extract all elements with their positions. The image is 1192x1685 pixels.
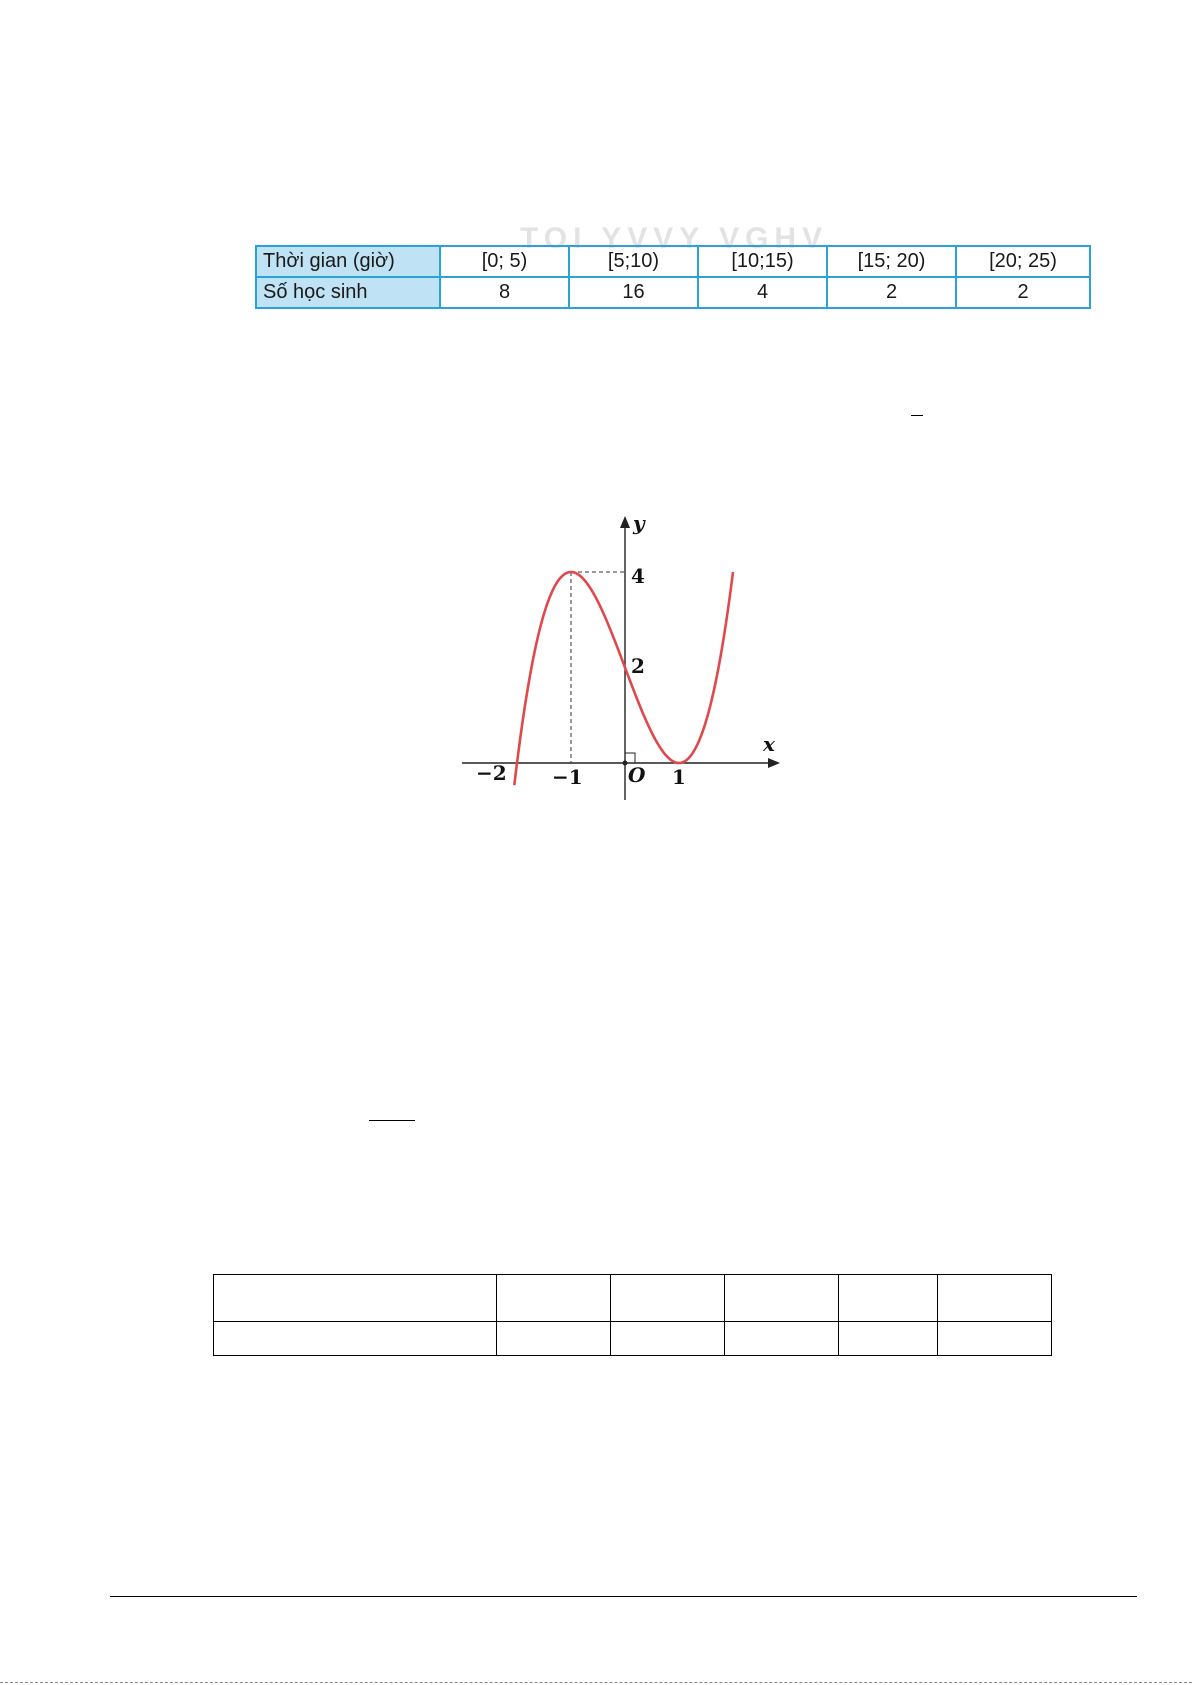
table-cell — [839, 1275, 938, 1322]
x-tick-label-neg2: −2 — [476, 761, 507, 785]
table-cell-interval: [0; 5) — [440, 246, 569, 277]
y-axis-label: y — [633, 511, 645, 535]
table-cell — [214, 1322, 497, 1356]
x-axis-arrow-icon — [768, 758, 780, 768]
table-cell — [497, 1275, 611, 1322]
table-cell-interval: [15; 20) — [827, 246, 956, 277]
fraction-bar-mark — [369, 1120, 415, 1121]
function-curve — [514, 572, 733, 785]
table-cell — [214, 1275, 497, 1322]
page-cut-line — [0, 1682, 1192, 1683]
frequency-table — [255, 245, 1091, 309]
table-cell — [938, 1275, 1052, 1322]
table-cell — [497, 1322, 611, 1356]
origin-label: O — [628, 763, 646, 787]
table-row — [214, 1322, 1052, 1356]
table-cell-interval: [5;10) — [569, 246, 698, 277]
y-axis-arrow-icon — [620, 516, 630, 528]
cubic-function-graph — [440, 510, 790, 810]
footer-divider — [110, 1596, 1137, 1597]
table-cell — [725, 1322, 839, 1356]
table-cell-interval: [20; 25) — [956, 246, 1090, 277]
table-cell-count: 2 — [956, 277, 1090, 308]
y-tick-label-4: 4 — [631, 564, 645, 588]
x-tick-label-neg1: −1 — [552, 765, 583, 789]
x-axis-label: x — [763, 732, 775, 756]
table-cell-count: 16 — [569, 277, 698, 308]
table-cell — [611, 1275, 725, 1322]
table-header-time: Thời gian (giờ) — [256, 246, 440, 277]
table-cell — [938, 1322, 1052, 1356]
table-header-students: Số học sinh — [256, 277, 440, 308]
table-row — [256, 277, 1090, 308]
blank-table — [213, 1274, 1052, 1356]
origin-point — [623, 761, 628, 766]
table-cell-interval: [10;15) — [698, 246, 827, 277]
table-row — [214, 1275, 1052, 1322]
table-cell — [839, 1322, 938, 1356]
y-tick-label-2: 2 — [631, 654, 645, 678]
table-cell — [725, 1275, 839, 1322]
table-cell-count: 8 — [440, 277, 569, 308]
fraction-bar-mark — [911, 415, 923, 416]
table-cell-count: 4 — [698, 277, 827, 308]
x-tick-label-1: 1 — [672, 765, 686, 789]
table-cell — [611, 1322, 725, 1356]
table-row — [256, 246, 1090, 277]
watermark-text: TOI YVVY VGHV — [520, 222, 829, 255]
table-cell-count: 2 — [827, 277, 956, 308]
